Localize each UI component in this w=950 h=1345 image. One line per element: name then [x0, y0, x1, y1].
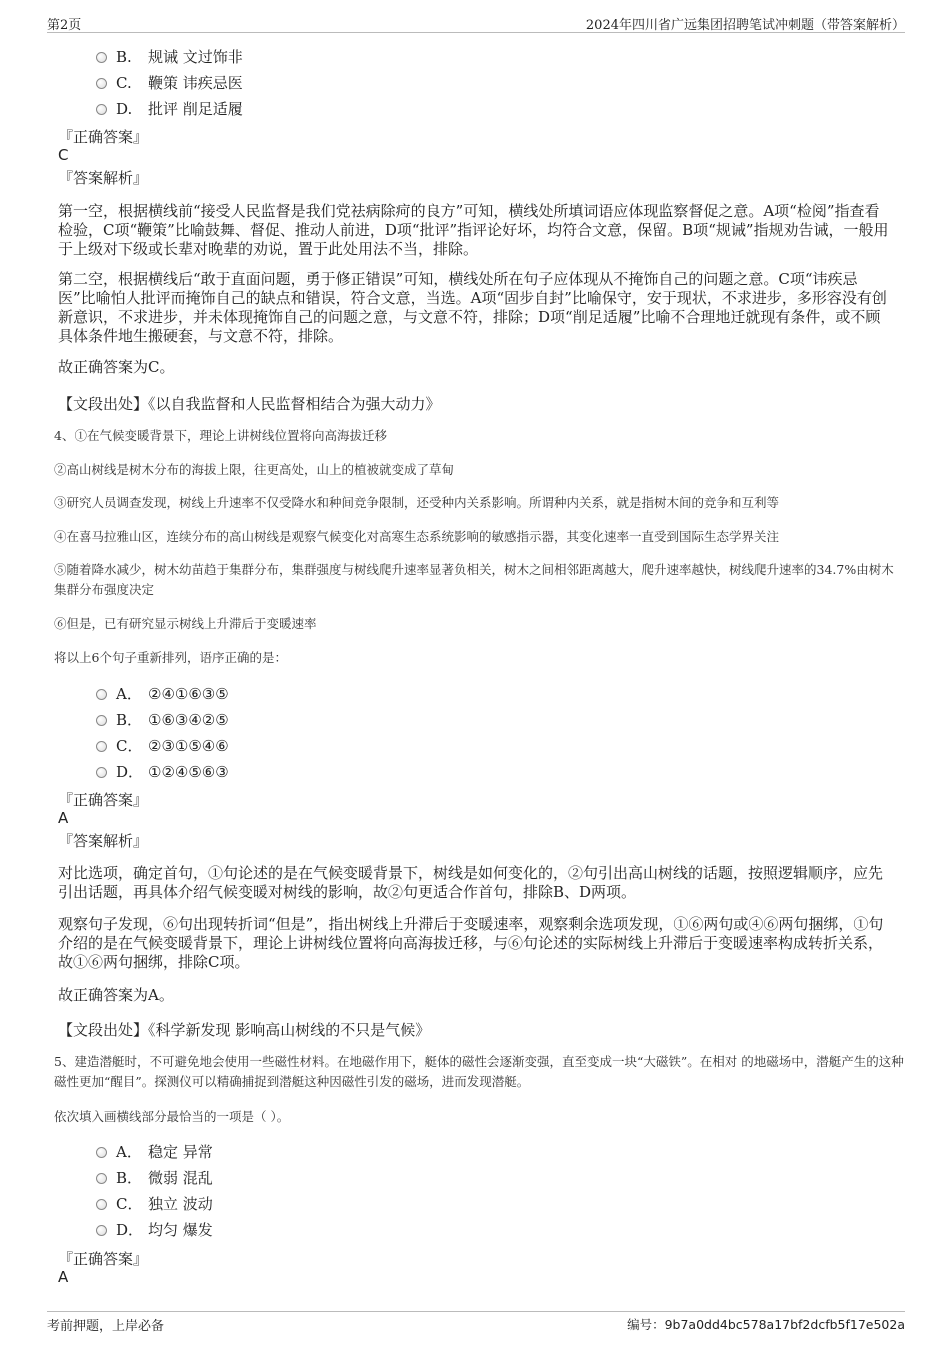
- q5-option-c[interactable]: C． 独立 波动: [96, 1193, 213, 1215]
- q4-stem-line: ④在喜马拉雅山区，连续分布的高山树线是观察气候变化对高寒生态系统影响的敏感指示器，其变化速率一直受到国际生态学界关注: [54, 529, 780, 544]
- q5-stem: 5、建造潜艇时，不可避免地会使用一些磁性材料。在地磁作用下，艇体的磁性会逐渐变强，直至变成一块“大磁铁”。在相对 的地磁场中，潜艇产生的这种磁性更加“醒目”。探测仪可以精确捕捉到潜艇这种因磁性引发的磁场，进而发现潜艇。: [54, 1054, 904, 1089]
- page-header: [47, 12, 905, 33]
- q3-source: 【文段出处】《以自我监督和人民监督相结合为强大动力》: [58, 395, 441, 413]
- q4-analysis-paragraph-2: 观察句子发现，⑥句出现转折词“但是”，指出树线上升滞后于变暖速率，观察剩余选项发现，①⑥两句或④⑥两句捆绑，①句介绍的是在气候变暖背景下，理论上讲树线位置将向高海拔迁移，与⑥句论述的实际树线上升滞后于变暖速率构成转折关系，故①⑥两句捆绑，排除C项。: [58, 915, 884, 971]
- q3-analysis-paragraph-1: 第一空，根据横线前“接受人民监督是我们党祛病除疴的良方”可知，横线处所填词语应体现监察督促之意。A项“检阅”指查看检验，C项“鞭策”比喻鼓舞、督促、推动人前进，D项“批评”指评论好坏，均符合文意，保留。B项“规诫”指规劝告诫，一般用于上级对下级或长辈对晚辈的劝说，置于此处用法不当，排除。: [58, 202, 889, 258]
- radio-icon[interactable]: [96, 1147, 107, 1158]
- radio-icon[interactable]: [96, 1173, 107, 1184]
- q3-analysis-paragraph-2: 第二空，根据横线后“敢于直面问题，勇于修正错误”可知，横线处所在句子应体现从不掩饰自己的问题之意。C项“讳疾忌医”比喻怕人批评而掩饰自己的缺点和错误，符合文意，当选。A项“固步自封”比喻保守，安于现状，不求进步，多形容没有创新意识，不求进步，并未体现掩饰自己的问题之意，与文意不符，排除；D项“削足适履”比喻不合理地迁就现有条件，或不顾具体条件地生搬硬套，与文意不符，排除。: [58, 270, 887, 345]
- q5-answer-label: 『正确答案』: [58, 1250, 149, 1268]
- q4-prompt: 将以上6个句子重新排列，语序正确的是：: [54, 650, 287, 665]
- q4-stem-line: ③研究人员调查发现，树线上升速率不仅受降水和种间竞争限制，还受种内关系影响。所谓种内关系，就是指树木间的竞争和互利等: [54, 495, 780, 510]
- q4-analysis-label: 『答案解析』: [58, 832, 149, 850]
- q5-option-b[interactable]: B． 微弱 混乱: [96, 1167, 213, 1189]
- q3-option-b[interactable]: B. 规诫 文过饰非: [96, 46, 243, 68]
- q4-answer: A: [58, 809, 69, 827]
- q4-analysis-conclusion: 故正确答案为A。: [58, 986, 174, 1004]
- page-footer: [47, 1311, 905, 1334]
- q4-answer-label: 『正确答案』: [58, 791, 149, 809]
- page-number: 第2页: [47, 18, 82, 33]
- q3-analysis-label: 『答案解析』: [58, 169, 149, 187]
- q3-option-d[interactable]: D. 批评 削足适履: [96, 98, 243, 120]
- q5-option-a[interactable]: A． 稳定 异常: [96, 1141, 213, 1163]
- radio-icon[interactable]: [96, 104, 107, 115]
- radio-icon[interactable]: [96, 52, 107, 63]
- radio-icon[interactable]: [96, 1199, 107, 1210]
- q4-option-c[interactable]: C． ②③①⑤④⑥: [96, 735, 229, 757]
- q4-stem-line: ⑤随着降水减少，树木幼苗趋于集群分布，集群强度与树线爬升速率显著负相关，树木之间相邻距离越大，爬升速率越快，树线爬升速率的34.7%由树木集群分布强度决定: [54, 562, 894, 597]
- q3-answer: C: [58, 146, 69, 164]
- q3-analysis-conclusion: 故正确答案为C。: [58, 358, 175, 376]
- q4-stem-line: 4、①在气候变暖背景下，理论上讲树线位置将向高海拔迁移: [54, 428, 387, 443]
- radio-icon[interactable]: [96, 715, 107, 726]
- q3-answer-label: 『正确答案』: [58, 128, 149, 146]
- q5-option-d[interactable]: D． 均匀 爆发: [96, 1219, 213, 1241]
- q4-stem-line: ⑥但是，已有研究显示树线上升滞后于变暖速率: [54, 616, 317, 631]
- q4-source: 【文段出处】《科学新发现 影响高山树线的不只是气候》: [58, 1021, 431, 1039]
- radio-icon[interactable]: [96, 78, 107, 89]
- document-title: 2024年四川省广远集团招聘笔试冲刺题（带答案解析）: [585, 18, 905, 33]
- q4-analysis-paragraph-1: 对比选项，确定首句，①句论述的是在气候变暖背景下，树线是如何变化的，②句引出高山树线的话题，按照逻辑顺序，应先引出话题，再具体介绍气候变暖对树线的影响，故②句更适合作首句，排除B、D两项。: [58, 864, 884, 901]
- q4-option-d[interactable]: D． ①②④⑤⑥③: [96, 761, 229, 783]
- q3-option-c[interactable]: C. 鞭策 讳疾忌医: [96, 72, 243, 94]
- radio-icon[interactable]: [96, 1225, 107, 1236]
- q5-answer: A: [58, 1268, 69, 1286]
- radio-icon[interactable]: [96, 741, 107, 752]
- radio-icon[interactable]: [96, 689, 107, 700]
- q5-prompt: 依次填入画横线部分最恰当的一项是（ ）。: [54, 1109, 290, 1124]
- footer-slogan: 考前押题，上岸必备: [47, 1319, 165, 1334]
- q4-option-a[interactable]: A． ②④①⑥③⑤: [96, 683, 229, 705]
- q4-stem-line: ②高山树线是树木分布的海拔上限，往更高处，山上的植被就变成了草甸: [54, 462, 455, 477]
- q4-option-b[interactable]: B． ①⑥③④②⑤: [96, 709, 229, 731]
- radio-icon[interactable]: [96, 767, 107, 778]
- document-code: 编号：9b7a0dd4bc578a17bf2dcfb5f17e502a: [627, 1317, 905, 1332]
